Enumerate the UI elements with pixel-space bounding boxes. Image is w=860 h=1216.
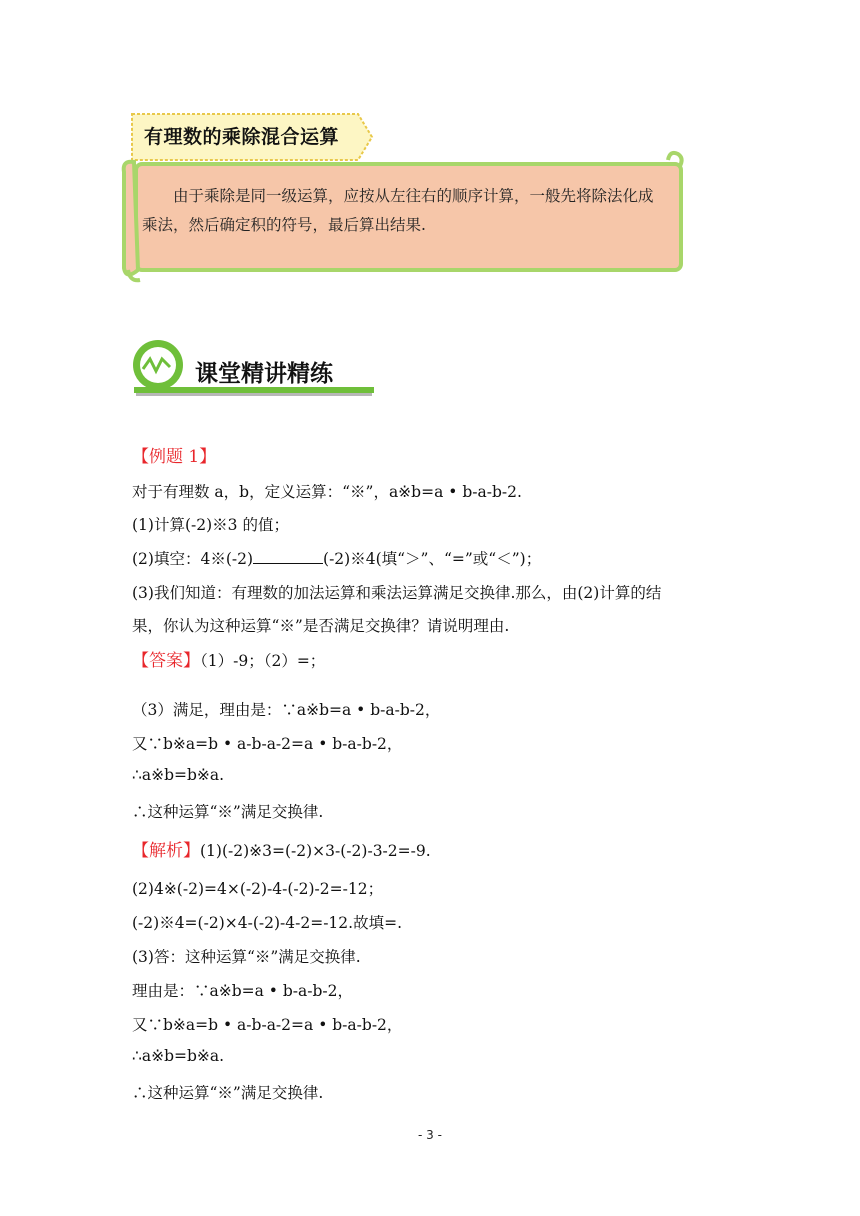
example-line-1: 对于有理数 a，b，定义运算：“※”，a※b=a • b-a-b-2.	[132, 483, 522, 501]
example-line-4: (3)我们知道：有理数的加法运算和乘法运算满足交换律.那么，由(2)计算的结	[132, 584, 662, 602]
example-line-3-left: (2)填空：4※(-2)	[132, 550, 254, 568]
analysis-line-8: ∴这种运算“※”满足交换律.	[132, 1084, 324, 1102]
answer-line-4: ∴a※b=b※a.	[132, 766, 225, 784]
analysis-first: (1)(-2)※3=(-2)×3-(-2)-3-2=-9.	[200, 842, 431, 860]
example-line-5: 果，你认为这种运算“※”是否满足交换律？请说明理由.	[132, 617, 510, 635]
example-label: 【例题 1】	[132, 447, 217, 467]
topic-scroll-box	[118, 150, 688, 290]
answer-first: （1）-9；（2）=；	[200, 652, 326, 670]
analysis-line-6: 又∵b※a=b • a-b-a-2=a • b-a-b-2，	[132, 1016, 403, 1034]
example-line-3-right: (-2)※4(填“＞”、“=”或“＜”)；	[323, 550, 542, 568]
analysis-line-3: (-2)※4=(-2)×4-(-2)-4-2=-12.故填=.	[132, 914, 403, 932]
answer-line-1	[132, 646, 325, 671]
analysis-line-1	[132, 836, 431, 861]
section-heading	[130, 335, 380, 405]
page-number: - 3 -	[418, 1128, 442, 1142]
topic-body: 由于乘除是同一级运算，应按从左往右的顺序计算，一般先将除法化成乘法，然后确定积的符号，最后算出结果.	[142, 187, 654, 234]
analysis-line-2: (2)4※(-2)=4×(-2)-4-(-2)-2=-12；	[132, 880, 384, 898]
analysis-line-5: 理由是：∵a※b=a • b-a-b-2，	[132, 982, 354, 1000]
example-line-2: (1)计算(-2)※3 的值；	[132, 516, 289, 534]
answer-line-2: （3）满足，理由是：∵a※b=a • b-a-b-2，	[132, 701, 441, 719]
section-title: 课堂精讲精练	[195, 361, 333, 387]
example-line-3	[132, 547, 541, 569]
analysis-label: 【解析】	[132, 841, 200, 861]
answer-line-3: 又∵b※a=b • a-b-a-2=a • b-a-b-2，	[132, 735, 403, 753]
topic-title: 有理数的乘除混合运算	[144, 126, 340, 148]
analysis-line-4: (3)答：这种运算“※”满足交换律.	[132, 948, 361, 966]
answer-line-5: ∴这种运算“※”满足交换律.	[132, 803, 324, 821]
answer-label: 【答案】	[132, 651, 200, 671]
fill-in-blank	[253, 549, 323, 564]
analysis-line-7: ∴a※b=b※a.	[132, 1047, 225, 1065]
